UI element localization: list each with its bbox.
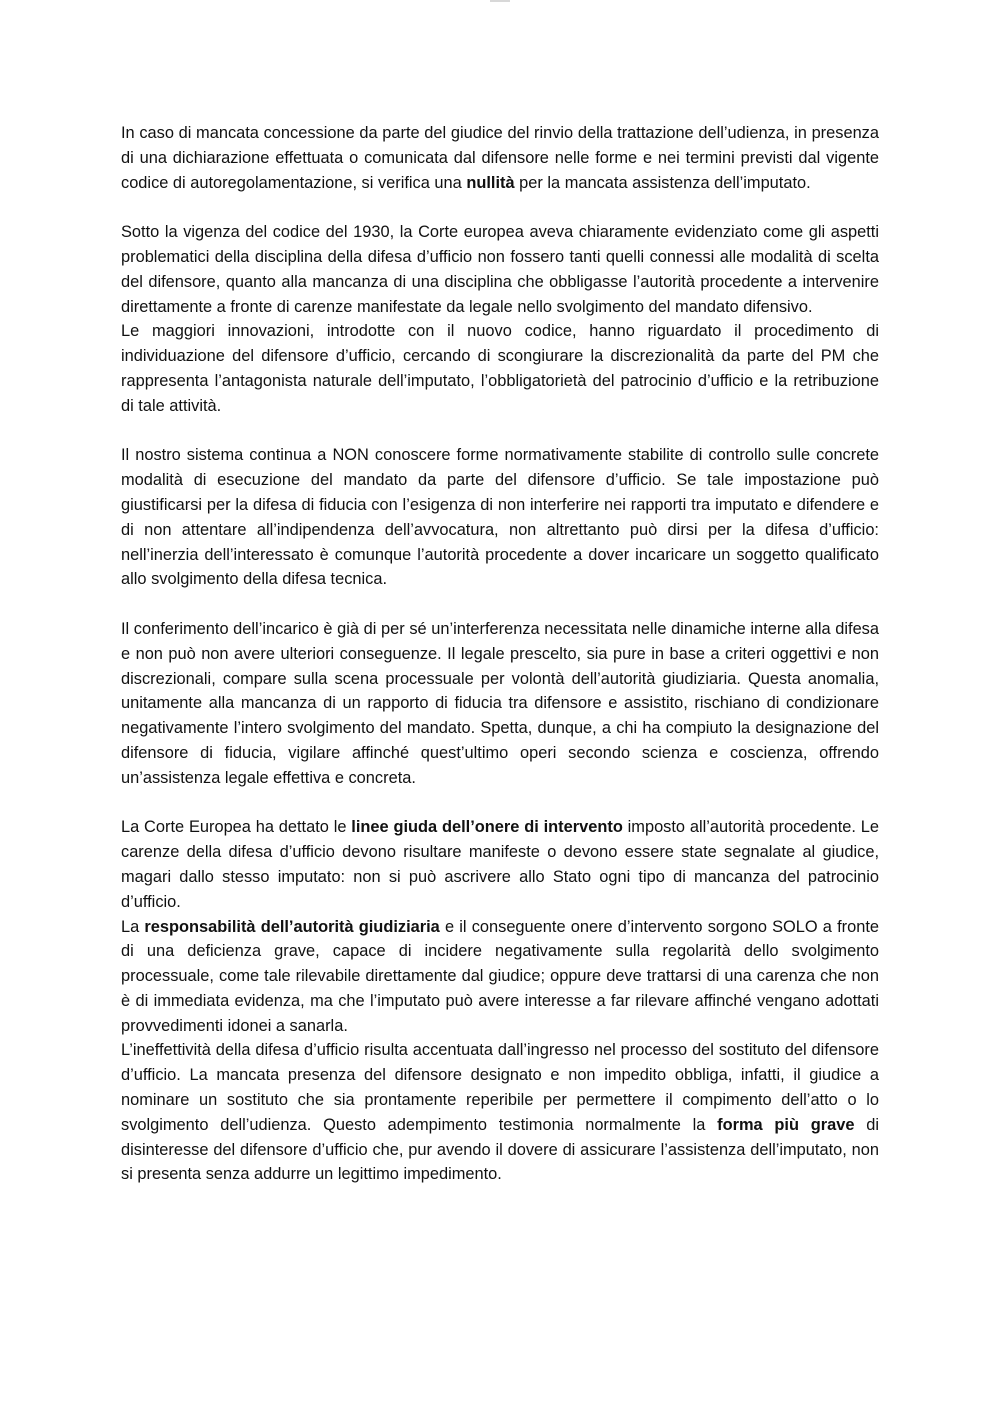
paragraph-spacer (121, 419, 879, 444)
paragraph-spacer (121, 791, 879, 816)
bold-text-linee-guida: linee giuda dell’onere di intervento (351, 818, 623, 837)
text-run: La Corte Europea ha dettato le (121, 818, 352, 837)
bold-text-responsabilita: responsabilità dell’autorità giudiziaria (144, 917, 440, 936)
paragraph-spacer (121, 195, 879, 220)
document-body (121, 121, 879, 1187)
paragraph-innovazioni (121, 319, 879, 418)
bold-text-nullita: nullità (466, 173, 515, 192)
text-run: L’ineffettività della difesa d’ufficio risulta accentuata dall’ingresso nel processo del sostituto del difensore d’ufficio. La mancata presenza del difensore designato e non impedito obbliga, infatti, il giudice a nominare un sostituto che sia prontamente reperibile per permettere il compimento dell’atto o lo svolgimento dell’udienza. Questo adempimento testimonia normalmente la (121, 1041, 879, 1134)
bold-text-forma-grave: forma più grave (717, 1115, 855, 1134)
text-run: In caso di mancata concessione da parte del giudice del rinvio della trattazione dell’udienza, in presenza di una dichiarazione effettuata o comunicata dal difensore nelle forme e nei termini previsti dal vigente codice di autoregolamentazione, si verifica una (121, 124, 879, 192)
paragraph-ineffettivita (121, 1038, 879, 1187)
text-run: per la mancata assistenza dell’imputato. (514, 173, 811, 192)
text-run: e il conseguente onere d’intervento sorgono SOLO a fronte di una deficienza grave, capace di incidere negativamente sulla regolarità dello svolgimento processuale, come tale rilevabile direttamente dal giudice; oppure deve trattarsi di una carenza che non è di immediata evidenza, ma che l’imputato può avere interesse a far rilevare affinché vengano adottati provvedimenti idonei a sanarla. (121, 917, 879, 1035)
text-run: Il nostro sistema continua a NON conoscere forme normativamente stabilite di controllo sulle concrete modalità di esecuzione del mandato da parte del difensore d’ufficio. Se tale impostazione può giustificarsi per la difesa di fiducia con l’esigenza di non interferire nei rapporti tra imputato e difendere e di non attentare all’indipendenza dell’avvocatura, non altrettanto può dirsi per la difesa d’ufficio: nell’inerzia dell’interessato è comunque l’autorità procedente a dover incaricare un soggetto qualificato allo svolgimento della difesa tecnica. (121, 446, 879, 589)
text-run: Il conferimento dell’incarico è già di per sé un’interferenza necessitata nelle dinamiche interne alla difesa e non può non avere ulteriori conseguenze. Il legale prescelto, sia pure in base a criteri oggettivi e non discrezionali, compare sulla scena processuale per volontà dell’autorità giudiziaria. Questa anomalia, unitamente alla mancanza di un rapporto di fiducia tra difensore e assistito, rischiano di condizionare negativamente l’intero svolgimento del mandato. Spetta, dunque, a chi ha compiuto la designazione del difensore di fiducia, vigilare affinché quest’ultimo operi secondo scienza e coscienza, offrendo un’assistenza legale effettiva e concreta. (121, 619, 879, 787)
paragraph-nullita (121, 121, 879, 195)
paragraph-codice-1930 (121, 220, 879, 319)
text-run: La (121, 917, 145, 936)
paragraph-linee-guida (121, 815, 879, 914)
text-run: di disinteresse del difensore d’ufficio che, pur avendo il dovere di assicurare l’assistenza dell’imputato, non si presenta senza addurre un legittimo impedimento. (121, 1115, 879, 1184)
paragraph-conferimento-incarico (121, 617, 879, 791)
text-run: imposto all’autorità procedente. Le carenze della difesa d’ufficio devono risultare manifeste o devono essere state segnalate al giudice, magari dallo stesso imputato: non si può ascrivere allo Stato ogni tipo di mancanza del patrocinio d’ufficio. (121, 818, 880, 911)
paragraph-responsabilita (121, 915, 879, 1039)
paragraph-controllo-mandato (121, 443, 879, 592)
paragraph-spacer (121, 592, 879, 617)
text-run: Le maggiori innovazioni, introdotte con il nuovo codice, hanno riguardato il procedimento di individuazione del difensore d’ufficio, cercando di scongiurare la discrezionalità da parte del PM che rappresenta l’antagonista naturale dell’imputato, l’obbligatorietà del patrocinio d’ufficio e la retribuzione di tale attività. (121, 322, 879, 415)
page-header-mark (490, 0, 510, 2)
text-run: Sotto la vigenza del codice del 1930, la Corte europea aveva chiaramente evidenziato come gli aspetti problematici della disciplina della difesa d’ufficio non fossero tanti quelli connessi alle modalità di scelta del difensore, quanto alla mancanza di una disciplina che obbligasse l’autorità procedente a intervenire direttamente a fronte di carenze manifestate da legale nello svolgimento del mandato difensivo. (121, 223, 879, 316)
